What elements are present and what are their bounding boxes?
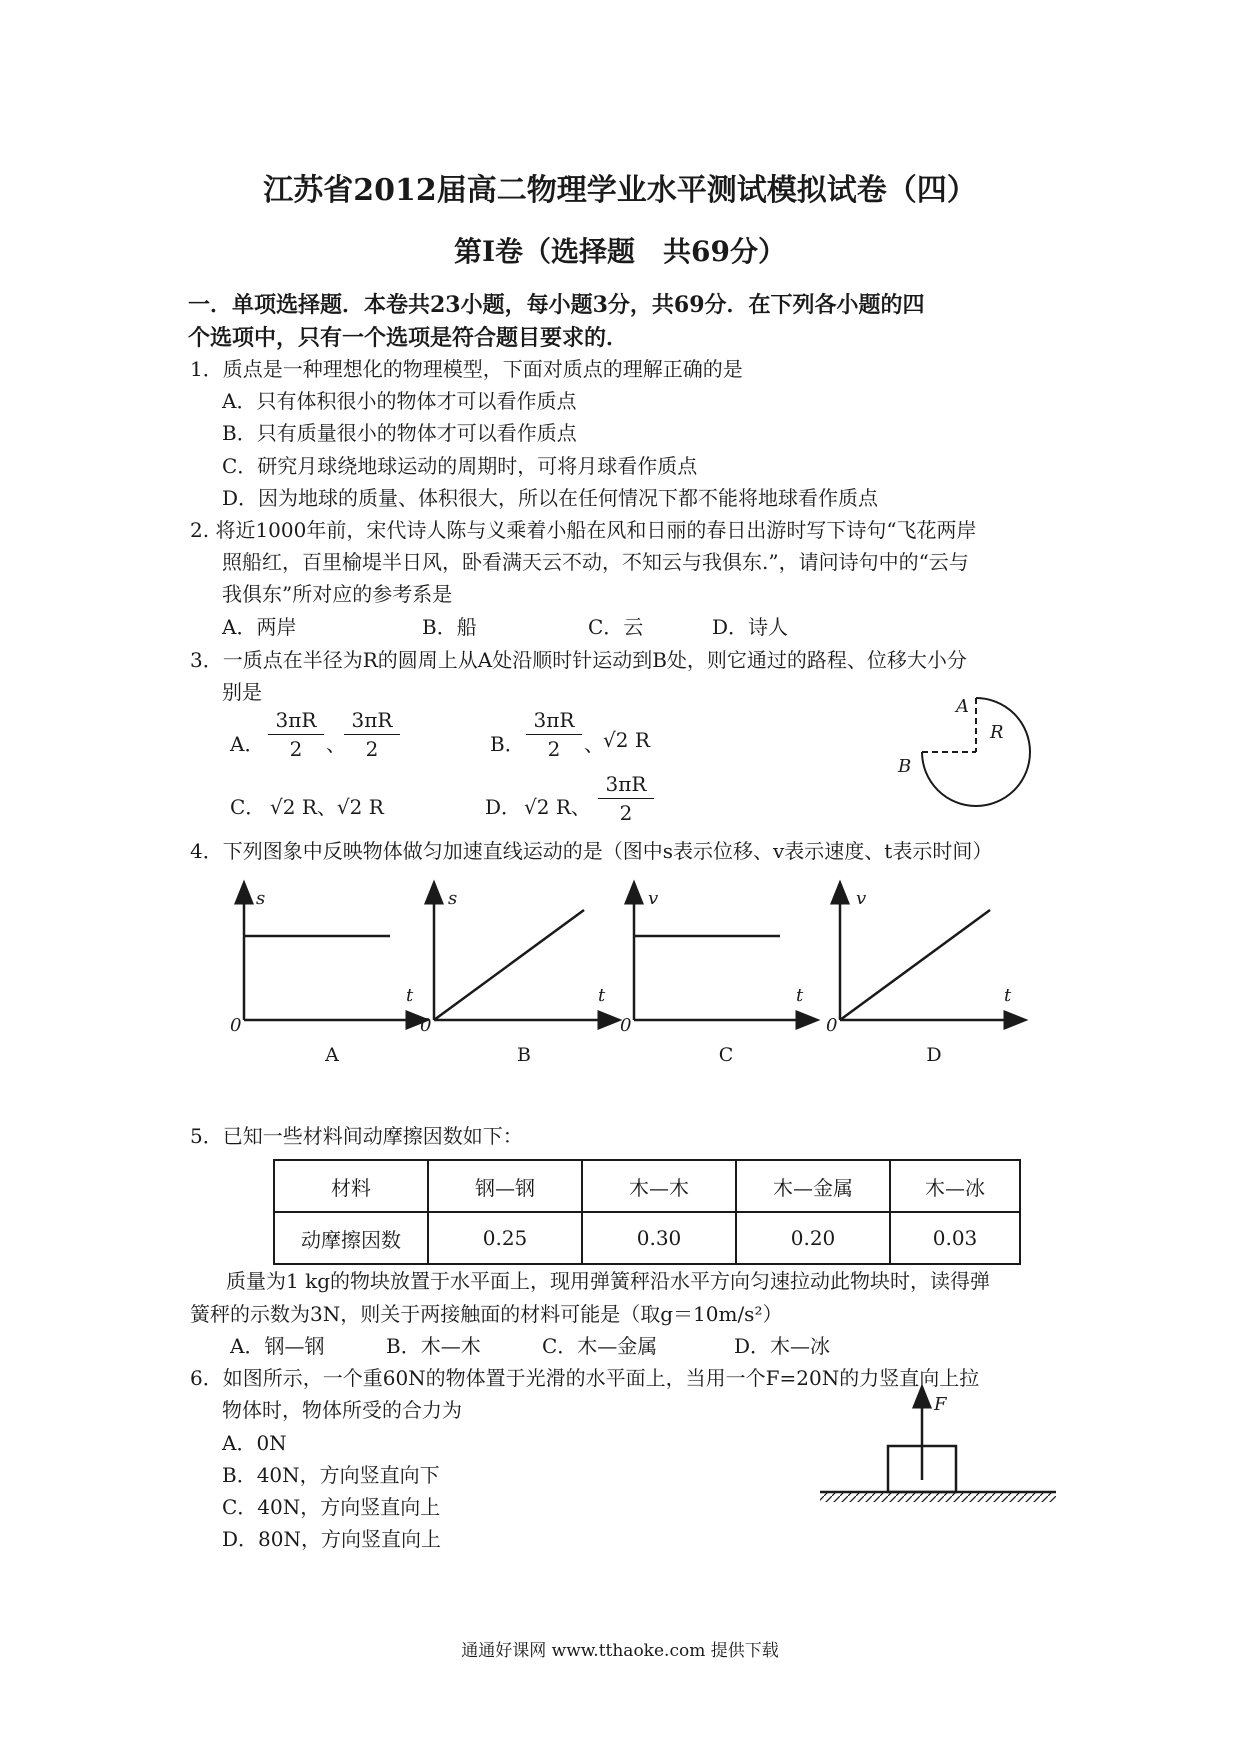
q5-option-c: C．木—金属 [542, 1334, 658, 1358]
graph-a-ylabel: s [256, 888, 266, 909]
graph-b-caption: B [517, 1044, 531, 1066]
q3-option-a-label: A． [230, 732, 265, 756]
q2-option-d: D．诗人 [712, 615, 789, 639]
q3-figure-label-b: B [898, 756, 912, 777]
fraction-denominator: 2 [365, 737, 379, 761]
q5-option-a: A．钢—钢 [230, 1334, 325, 1358]
graph-c [634, 892, 808, 1020]
graph-d-origin: 0 [826, 1015, 838, 1036]
graph-d-curve [840, 910, 990, 1020]
table-cell: 动摩擦因数 [274, 1212, 428, 1264]
q2-line3: 我俱东”所对应的参考系是 [222, 582, 453, 606]
q5-option-d: D．木—冰 [734, 1334, 831, 1358]
q2-option-c: C．云 [588, 615, 644, 639]
part-title: 第Ⅰ卷（选择题 共69分） [453, 235, 787, 268]
graph-c-ylabel: v [648, 888, 659, 909]
q1-option-d: D．因为地球的质量、体积很大，所以在任何情况下都不能将地球看作质点 [222, 486, 879, 510]
q6-option-c: C．40N，方向竖直向上 [222, 1495, 441, 1519]
q3-option-b-sqrt: √2 R [603, 728, 650, 752]
q3-option-b-label: B． [490, 732, 525, 756]
graph-b [434, 892, 610, 1020]
q3-circle-figure [922, 698, 1030, 806]
table-cell: 0.03 [890, 1212, 1020, 1264]
q1-option-c: C．研究月球绕地球运动的周期时，可将月球看作质点 [222, 454, 698, 478]
exam-title: 江苏省2012届高二物理学业水平测试模拟试卷（四） [263, 173, 977, 208]
table-cell: 木—金属 [736, 1160, 890, 1212]
fraction-numerator: 3πR [526, 708, 582, 735]
graph-b-ylabel: s [448, 888, 458, 909]
q2-option-b: B．船 [422, 615, 477, 639]
fraction-numerator: 3πR [268, 708, 324, 735]
q6-option-d: D．80N，方向竖直向上 [222, 1527, 441, 1551]
graph-d-caption: D [926, 1044, 942, 1066]
graph-d [840, 892, 1016, 1020]
q5-option-b: B．木—木 [386, 1334, 481, 1358]
q6-option-a: A．0N [222, 1431, 287, 1455]
q2-option-a: A．两岸 [222, 615, 297, 639]
q6-line2: 物体时，物体所受的合力为 [222, 1398, 462, 1422]
graph-d-ylabel: v [856, 888, 867, 909]
q3-option-c-label: C． [230, 795, 266, 819]
fraction-denominator: 2 [289, 737, 303, 761]
q3-option-a-separator: 、 [326, 732, 346, 756]
q3-option-c-value: √2 R、√2 R [270, 795, 384, 819]
q3-option-d-label: D． [485, 795, 522, 819]
graph-a-caption: A [325, 1044, 339, 1066]
q6-force-label: F [934, 1394, 947, 1415]
table-cell: 0.20 [736, 1212, 890, 1264]
table-cell: 0.30 [582, 1212, 736, 1264]
q3-option-b-separator: 、 [584, 732, 604, 756]
graph-b-xlabel: t [598, 985, 606, 1006]
graph-c-origin: 0 [620, 1015, 632, 1036]
fraction-denominator: 2 [619, 801, 633, 825]
section-instruction-line1: 一．单项选择题．本卷共23小题，每小题3分，共69分．在下列各小题的四 [188, 292, 925, 318]
q3-figure-label-r: R [990, 722, 1004, 743]
q2-line1: 2. 将近1000年前，宋代诗人陈与义乘着小船在风和日丽的春日出游时写下诗句“飞花两岸 [190, 518, 977, 542]
q3-line1: 3．一质点在半径为R的圆周上从A处沿顺时针运动到B处，则它通过的路程、位移大小分 [190, 648, 967, 672]
graph-d-xlabel: t [1004, 985, 1012, 1006]
table-cell: 0.25 [428, 1212, 582, 1264]
q6-block-figure [820, 1396, 1056, 1502]
page-footer: 通通好课网 www.tthaoke.com 提供下载 [461, 1641, 779, 1661]
q6-option-b: B．40N，方向竖直向下 [222, 1463, 440, 1487]
q1-option-b: B．只有质量很小的物体才可以看作质点 [222, 421, 577, 445]
fraction-numerator: 3πR [344, 708, 400, 735]
ground-hatch [820, 1492, 1056, 1502]
graph-b-curve [434, 910, 584, 1020]
graph-a-xlabel: t [406, 985, 414, 1006]
graph-b-origin: 0 [420, 1015, 432, 1036]
section-instruction-line2: 个选项中，只有一个选项是符合题目要求的． [188, 325, 629, 351]
q1-stem: 1．质点是一种理想化的物理模型，下面对质点的理解正确的是 [190, 357, 743, 381]
graph-c-xlabel: t [796, 985, 804, 1006]
q5-stem: 5．已知一些材料间动摩擦因数如下： [190, 1124, 523, 1148]
q2-line2: 照船红，百里榆堤半日风，卧看满天云不动，不知云与我俱东.”，请问诗句中的“云与 [222, 550, 969, 574]
q3-option-d-value: √2 R、 [524, 795, 591, 819]
q6-line1: 6．如图所示，一个重60N的物体置于光滑的水平面上，当用一个F=20N的力竖直向上拉 [190, 1366, 980, 1390]
q3-figure-label-a: A [956, 696, 969, 717]
table-cell: 材料 [274, 1160, 428, 1212]
fraction-denominator: 2 [547, 737, 561, 761]
q5-body-line1: 质量为1 kg的物块放置于水平面上，现用弹簧秤沿水平方向匀速拉动此物块时，读得弹 [226, 1269, 991, 1293]
table-cell: 木—木 [582, 1160, 736, 1212]
table-cell: 木—冰 [890, 1160, 1020, 1212]
q5-body-line2: 簧秤的示数为3N，则关于两接触面的材料可能是（取g＝10m/s²） [190, 1302, 783, 1326]
q1-option-a: A．只有体积很小的物体才可以看作质点 [222, 389, 577, 413]
graph-a-origin: 0 [230, 1015, 242, 1036]
table-cell: 钢—钢 [428, 1160, 582, 1212]
graph-c-caption: C [718, 1044, 734, 1066]
fraction-numerator: 3πR [598, 772, 654, 799]
q4-stem: 4．下列图象中反映物体做匀加速直线运动的是（图中s表示位移、v表示速度、t表示时间） [190, 839, 993, 863]
q3-line2: 别是 [222, 680, 262, 704]
graph-a [244, 892, 418, 1020]
